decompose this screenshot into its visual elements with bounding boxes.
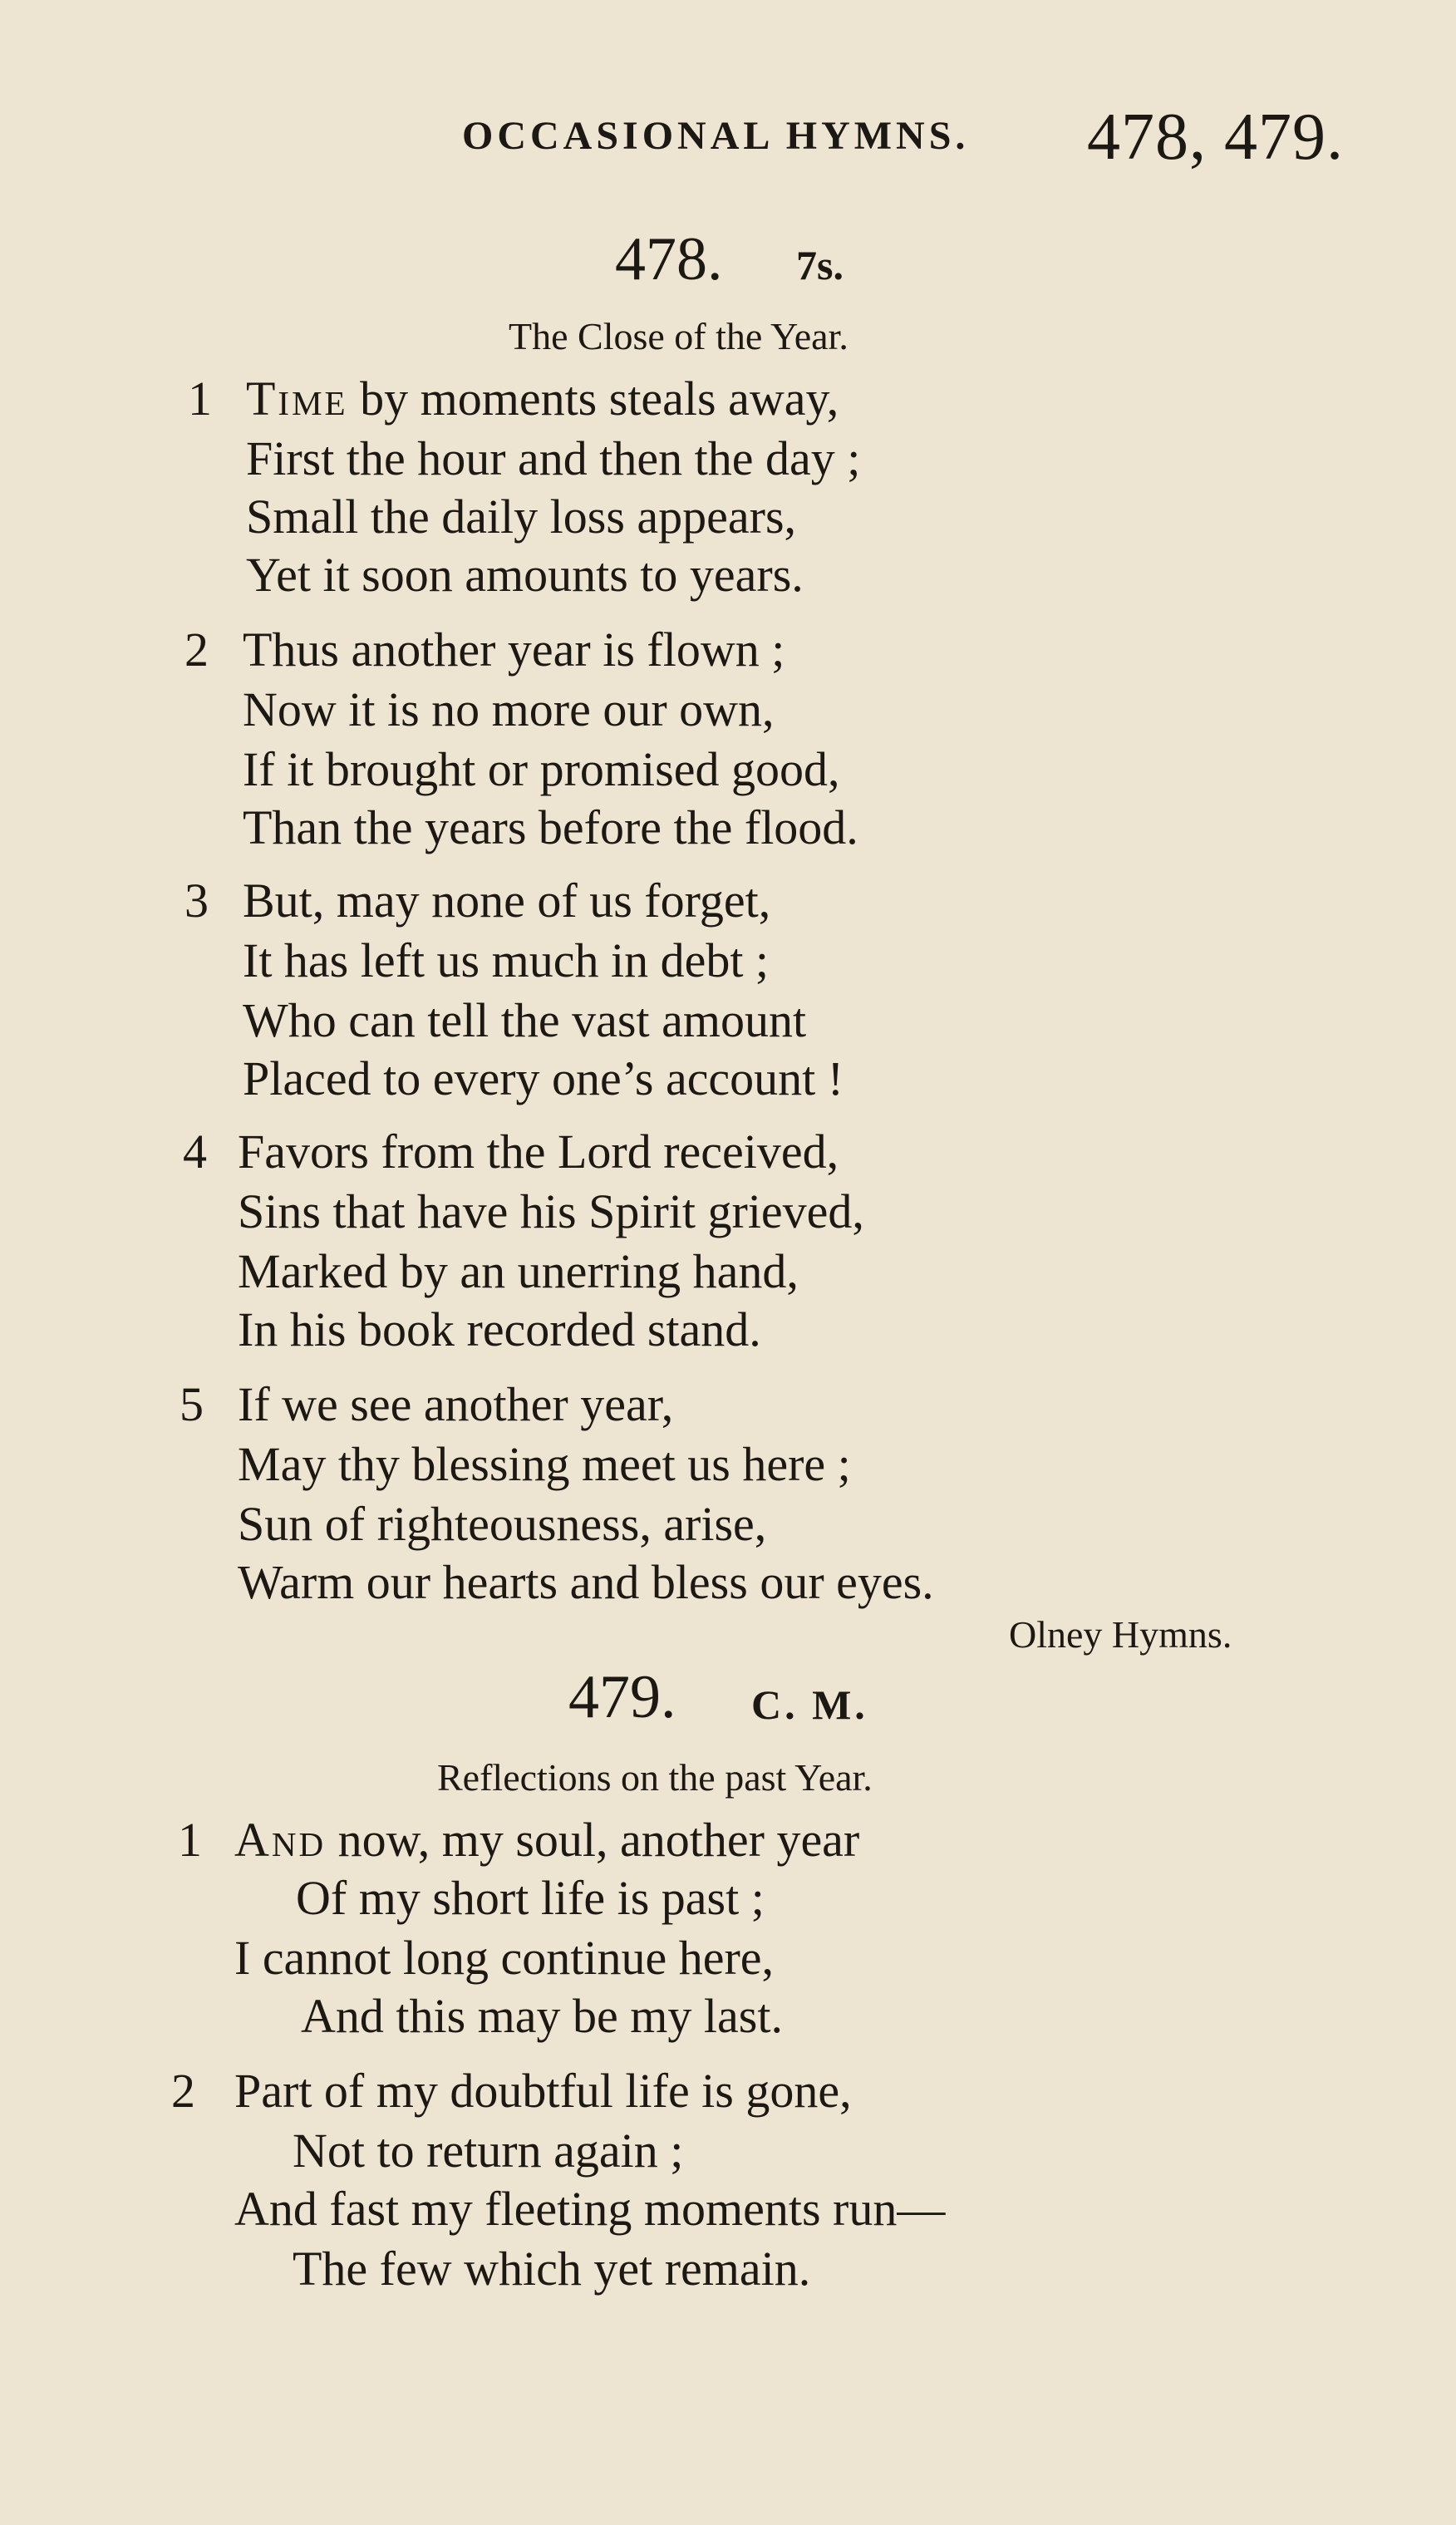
running-head: OCCASIONAL HYMNS.	[462, 114, 970, 158]
hymn-479-number: 479.	[568, 1663, 676, 1731]
verse-line	[246, 371, 839, 426]
verse-line: It has left us much in debt ;	[243, 933, 770, 987]
verse-number: 2	[184, 623, 209, 677]
verse-line: Who can tell the vast amount	[243, 993, 807, 1047]
verse-line: Small the daily loss appears,	[246, 490, 797, 544]
verse-number: 1	[188, 372, 212, 426]
verse-number: 4	[183, 1125, 207, 1179]
verse-line: First the hour and then the day ;	[246, 431, 861, 485]
page-numbers: 478, 479.	[1087, 101, 1344, 174]
verse-first-word: And	[234, 1813, 327, 1867]
verse-line: Marked by an unerring hand,	[238, 1244, 799, 1298]
verse-line: Of my short life is past ;	[296, 1871, 765, 1925]
verse-line: Thus another year is flown ;	[243, 623, 785, 677]
verse-line: Not to return again ;	[293, 2124, 684, 2178]
verse-line: And fast my fleeting moments run—	[234, 2182, 946, 2236]
verse-line: Part of my doubtful life is gone,	[234, 2064, 852, 2118]
verse-number: 3	[184, 874, 209, 928]
verse-line-rest: now, my soul, another year	[326, 1813, 860, 1867]
attribution: Olney Hymns.	[1009, 1613, 1232, 1656]
verse-line: Than the years before the flood.	[243, 800, 858, 854]
verse-line: Favors from the Lord received,	[238, 1125, 839, 1179]
verse-line: May thy blessing meet us here ;	[238, 1437, 851, 1491]
verse-line: Sun of righteousness, arise,	[238, 1497, 767, 1551]
verse-number: 5	[180, 1377, 204, 1431]
hymn-478-meter: 7s.	[796, 242, 844, 288]
verse-line: In his book recorded stand.	[238, 1302, 761, 1356]
verse-first-word: Time	[246, 372, 348, 426]
verse-line-rest: by moments steals away,	[347, 372, 839, 426]
verse-line: If we see another year,	[238, 1377, 674, 1431]
verse-line: And this may be my last.	[301, 1989, 783, 2043]
verse-line: Yet it soon amounts to years.	[246, 548, 804, 602]
verse-line: The few which yet remain.	[293, 2242, 811, 2296]
verse-line: Warm our hearts and bless our eyes.	[238, 1555, 934, 1609]
verse-line: Sins that have his Spirit grieved,	[238, 1184, 864, 1238]
verse-number: 2	[171, 2064, 195, 2118]
verse-line	[234, 1812, 859, 1868]
hymn-478-number: 478.	[615, 225, 723, 293]
verse-line: I cannot long continue here,	[234, 1931, 775, 1985]
hymn-478-title: The Close of the Year.	[509, 315, 849, 357]
hymn-479-meter: C. M.	[751, 1681, 868, 1728]
verse-line: Placed to every one’s account !	[243, 1051, 844, 1105]
verse-line: If it brought or promised good,	[243, 742, 840, 796]
verse-number: 1	[178, 1813, 202, 1867]
hymn-479-title: Reflections on the past Year.	[437, 1756, 873, 1799]
verse-line: Now it is no more our own,	[243, 682, 775, 736]
verse-line: But, may none of us forget,	[243, 874, 771, 928]
